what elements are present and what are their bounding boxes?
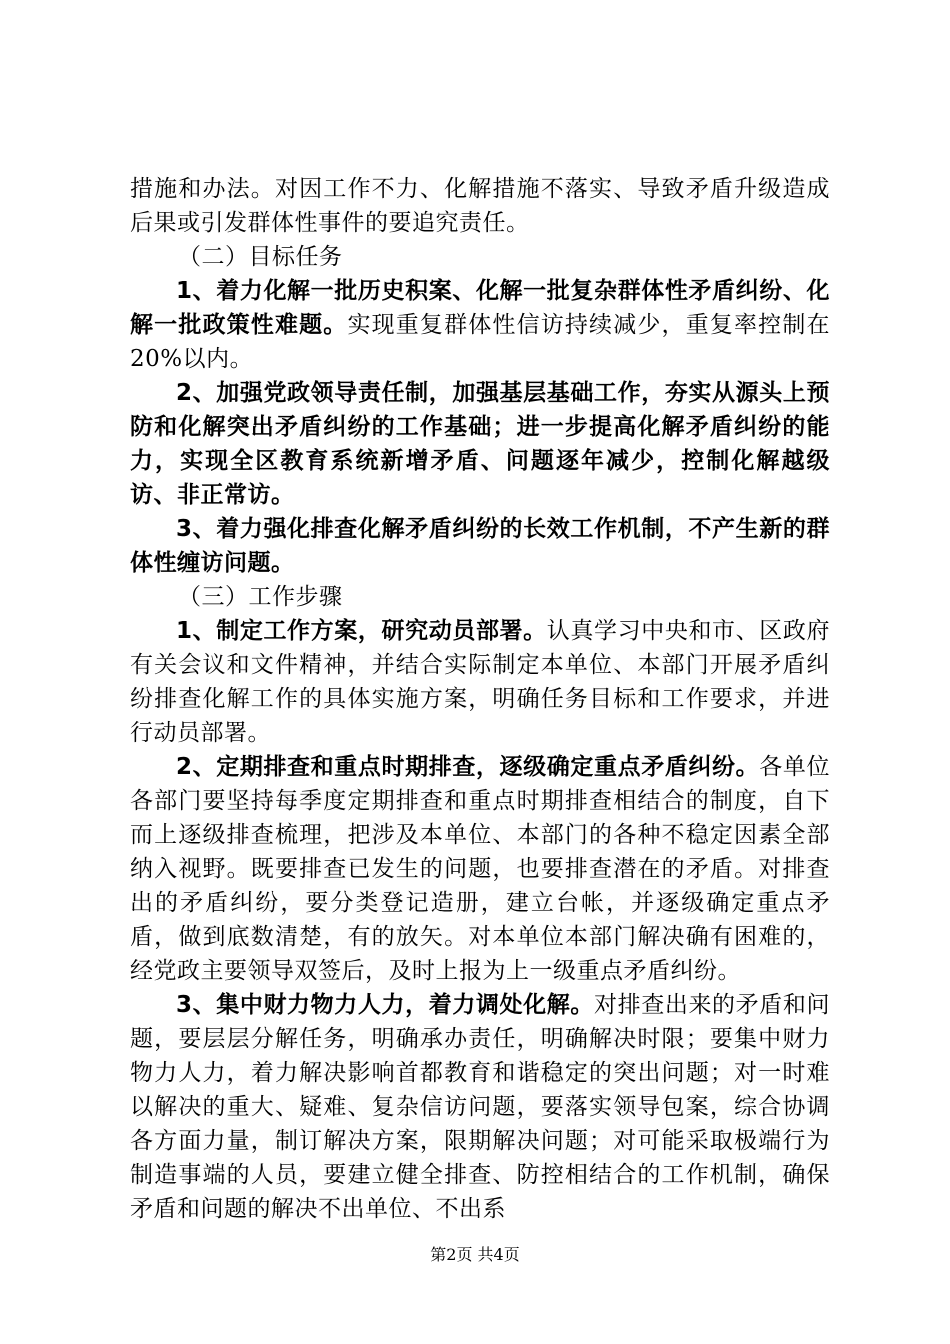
goal-1-text: 实现重复群体性信访持续减少，重复率控制在20%以内。 bbox=[130, 312, 831, 372]
paragraph-goal-3 bbox=[130, 512, 830, 580]
paragraph-step-2 bbox=[130, 750, 830, 988]
paragraph-step-3 bbox=[130, 988, 830, 1226]
step-1-heading: 1、制定工作方案，研究动员部署。 bbox=[176, 618, 547, 644]
step-2-heading: 2、定期排查和重点时期排查，逐级确定重点矛盾纠纷。 bbox=[176, 754, 760, 780]
paragraph-responsibility: 措施和办法。对因工作不力、化解措施不落实、导致矛盾升级造成后果或引发群体性事件的要追究责任。 bbox=[130, 176, 830, 236]
section-heading-goals: （二）目标任务 bbox=[178, 244, 343, 270]
step-2-text: 各单位各部门要坚持每季度定期排查和重点时期排查相结合的制度，自下而上逐级排查梳理，把涉及本单位、本部门的各种不稳定因素全部纳入视野。既要排查已发生的问题，也要排查潜在的矛盾。对排查出的矛盾纠纷，要分类登记造册，建立台帐，并逐级确定重点矛盾，做到底数清楚，有的放矢。对本单位本部门解决确有困难的，经党政主要领导双签后，及时上报为上一级重点矛盾纠纷。 bbox=[130, 754, 831, 984]
goal-1-heading: 1、着力化解一批历史积案、化解一批复杂群体性矛盾纠纷、化解一批政策性难题。 bbox=[130, 278, 830, 338]
goal-3-heading: 3、着力强化排查化解矛盾纠纷的长效工作机制，不产生新的群体性缠访问题。 bbox=[130, 516, 830, 576]
paragraph-goal-1 bbox=[130, 274, 830, 376]
paragraph-goal-2 bbox=[130, 376, 830, 512]
document-body bbox=[130, 172, 830, 1226]
paragraph-step-1 bbox=[130, 614, 830, 750]
step-1-text: 认真学习中央和市、区政府有关会议和文件精神，并结合实际制定本单位、本部门开展矛盾纠纷排查化解工作的具体实施方案，明确任务目标和工作要求，并进行动员部署。 bbox=[130, 618, 830, 746]
section-heading-steps: （三）工作步骤 bbox=[178, 584, 343, 610]
step-3-text: 对排查出来的矛盾和问题，要层层分解任务，明确承办责任，明确解决时限；要集中财力物力人力，着力解决影响首都教育和谐稳定的突出问题；对一时难以解决的重大、疑难、复杂信访问题，要落实领导包案，综合协调各方面力量，制订解决方案，限期解决问题；对可能采取极端行为制造事端的人员，要建立健全排查、防控相结合的工作机制，确保矛盾和问题的解决不出单位、不出系 bbox=[130, 992, 830, 1222]
goal-2-heading: 2、加强党政领导责任制，加强基层基础工作，夯实从源头上预防和化解突出矛盾纠纷的工作基础；进一步提高化解矛盾纠纷的能力，实现全区教育系统新增矛盾、问题逐年减少，控制化解越级访、非正常访。 bbox=[130, 380, 830, 508]
page-number-footer: 第2页 共4页 bbox=[430, 1245, 520, 1264]
step-3-heading: 3、集中财力物力人力，着力调处化解。 bbox=[176, 992, 594, 1018]
